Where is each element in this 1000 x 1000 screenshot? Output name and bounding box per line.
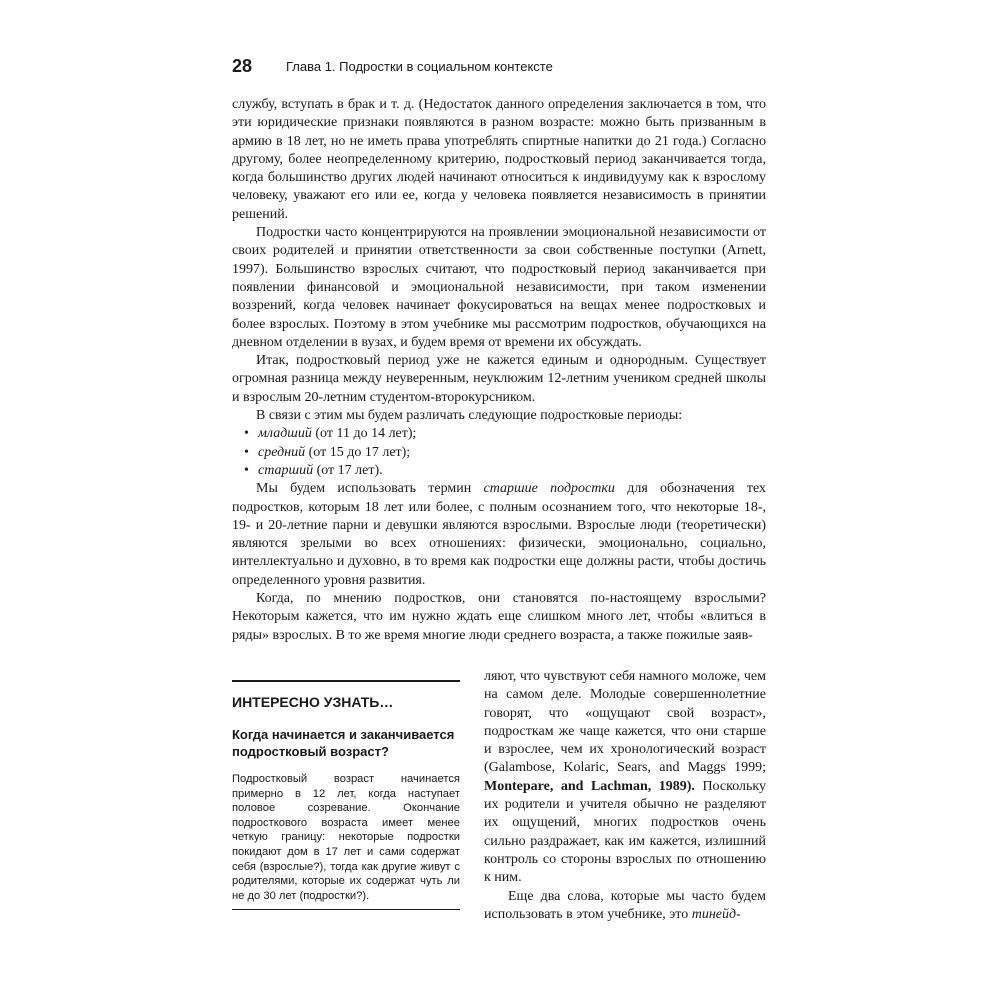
sidebar-bottom-rule — [232, 909, 460, 910]
sidebar-title: ИНТЕРЕСНО УЗНАТЬ… — [232, 694, 394, 710]
paragraph-5-end: для обозначения тех подростков, которым 18 лет или более, с полным осознанием того, что некоторые 18-, 19- и 20-летние парни и девушки являются взрослыми. Взрослые люди (теоретически) являются зрелыми во всех отношениях: физически, эмоционально, социально, интеллектуально и духовно, в то время как подростки еще должны расти, чтобы достичь определенного уровня развития. — [232, 481, 766, 588]
paragraph-7-start: Еще два слова, которые мы часто будем использовать в этом учебнике, это — [484, 888, 766, 922]
period-range: (от 15 до 17 лет); — [308, 444, 411, 460]
page-number: 28 — [232, 56, 253, 76]
list-item — [244, 444, 766, 462]
paragraph-1: службу, вступать в брак и т. д. (Недостаток данного определения заключается в том, что эти юридические признаки появляются в разном возрасте: можно быть призванным в армию в 18 лет, но не иметь права употреблять спиртные напитки до 21 года.) Согласно другому, более неопределенному критерию, подростковый период заканчивается тогда, когда большинство других людей начинают относиться к индивидууму как к взрослому человеку, уважают его или ее, когда у человека появляется независимость в принятии решений. — [232, 97, 766, 222]
paragraph-5-start: Мы будем использовать термин — [256, 481, 484, 497]
period-name: старший — [258, 462, 314, 478]
paragraph-6-cont-text: ляют, что чувствуют себя намного моложе, чем на самом деле. Молодые совершеннолетние говорят, что «ощущают свой возраст», подросткам же чаще кажется, что они старше и взрослее, чем их хронологический возраст (Galambose, Kolaric, Sears, and Maggs 1999; — [484, 669, 766, 776]
term-teenager: тинейд- — [691, 906, 741, 922]
page-header — [232, 56, 768, 80]
period-range: (от 11 до 14 лет); — [315, 426, 417, 442]
citation-bold: Montepare, and Lachman, 1989). — [484, 778, 695, 794]
main-text — [232, 96, 766, 645]
paragraph-3: Итак, подростковый период уже не кажется единым и однородным. Существует огромная разница между неуверенным, неуклюжим 12-летним учеником средней школы и взрослым 20-летним студентом-второкурсником. — [232, 353, 766, 405]
paragraph-2: Подростки часто концентрируются на проявлении эмоциональной независимости от своих родителей и принятии ответственности за свои собственные поступки (Arnett, 1997). Большинство взрослых считают, что подростковый период заканчивается при появлении финансовой и эмоциональной независимости, при таком изменении воззрений, когда человек начинает фокусироваться на вещах менее подростковых и более взрослых. Поэтому в этом учебнике мы рассмотрим подростков, обучающихся на дневном отделении в вузах, и будем время от времени их обсуждать. — [232, 225, 766, 350]
periods-list — [232, 425, 766, 480]
paragraph-4: В связи с этим мы будем различать следующие подростковые периоды: — [256, 408, 683, 424]
chapter-title: Глава 1. Подростки в социальном контексте — [286, 59, 553, 74]
paragraph-6-end: Поскольку их родители и учителя обычно не разделяют их ощущений, многих подростков очень сильно раздражает, как им кажется, излишний контроль со стороны взрослых по отношению к ним. — [484, 778, 766, 886]
wrapped-column — [484, 668, 766, 924]
period-name: младший — [258, 426, 312, 442]
bullet-icon: • — [244, 462, 249, 478]
period-name: средний — [258, 444, 306, 460]
term-older-teens: старшие подростки — [483, 481, 615, 497]
paragraph-7 — [484, 888, 766, 925]
list-item — [244, 462, 766, 480]
paragraph-6: Когда, по мнению подростков, они становятся по-настоящему взрослыми? Некоторым кажется, что им нужно ждать еще слишком много лет, чтобы «влиться в ряды» взрослых. В то же время многие люди среднего возраста, а также пожилые заяв- — [232, 591, 766, 643]
sidebar-text: Подростковый возраст начинается примерно в 12 лет, когда наступает половое созревание. Окончание подросткового возраста имеет менее четкую границу: некоторые подростки покидают дом в 17 лет и сами содержат себя (взрослые?), тогда как другие живут с родителями, которые их содержат чуть ли не до 30 лет (подростки?). — [232, 773, 460, 902]
paragraph-6-continued — [484, 668, 766, 888]
sidebar-top-rule — [232, 680, 460, 682]
list-item — [244, 425, 766, 443]
bullet-icon: • — [244, 444, 249, 460]
paragraph-5 — [232, 480, 766, 590]
sidebar-subtitle: Когда начинается и заканчивается подростковый возраст? — [232, 727, 455, 759]
did-you-know-box — [232, 680, 460, 910]
bullet-icon: • — [244, 426, 249, 442]
period-range: (от 17 лет). — [316, 462, 383, 478]
